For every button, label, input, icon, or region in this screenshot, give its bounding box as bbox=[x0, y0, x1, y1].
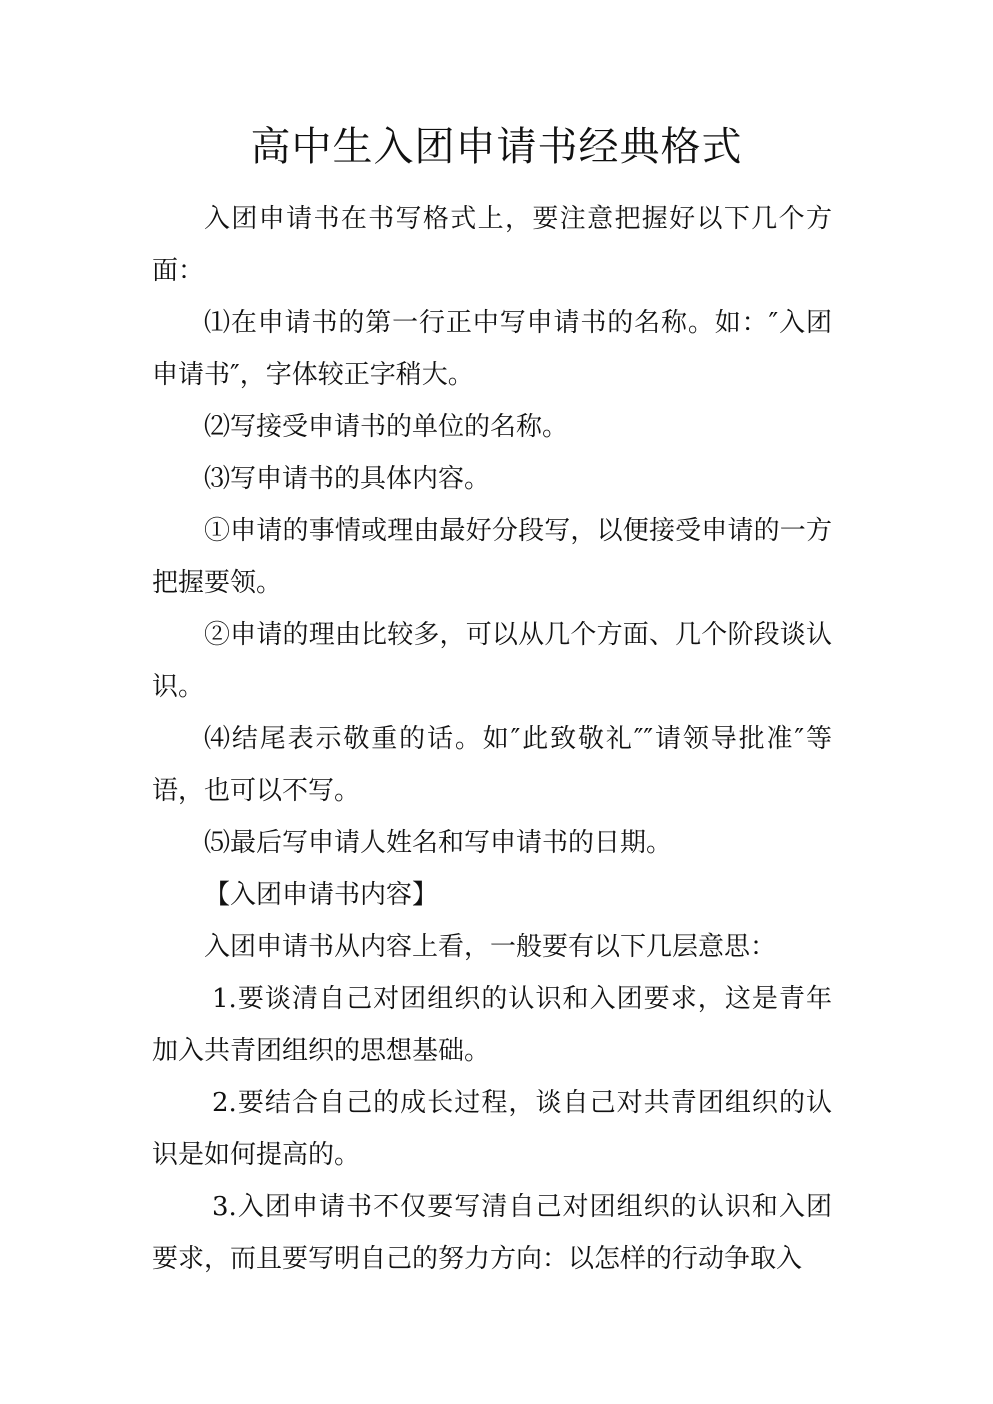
paragraph-format-2: ⑵写接受申请书的单位的名称。 bbox=[204, 412, 569, 442]
section-heading-content: 【入团申请书内容】 bbox=[204, 880, 439, 910]
paragraph-format-3: ⑶写申请书的具体内容。 bbox=[204, 464, 491, 494]
paragraph-format-1: ⑴在申请书的第一行正中写申请书的名称。如：″入团申请书″，字体较正字稍大。 bbox=[152, 308, 832, 390]
paragraph-format-4: ⑷结尾表示敬重的话。如″此致敬礼″″请领导批准″等语，也可以不写。 bbox=[152, 724, 832, 806]
paragraph-format-3-sub-1: ①申请的事情或理由最好分段写，以便接受申请的一方把握要领。 bbox=[152, 516, 832, 598]
paragraph-content-3: 3.入团申请书不仅要写清自己对团组织的认识和入团要求，而且要写明自己的努力方向：以怎样的行动争取入 bbox=[152, 1192, 832, 1274]
paragraph-content-intro: 入团申请书从内容上看，一般要有以下几层意思： bbox=[204, 932, 777, 962]
document-title: 高中生入团申请书经典格式 bbox=[250, 124, 743, 170]
paragraph-content-2: 2.要结合自己的成长过程，谈自己对共青团组织的认识是如何提高的。 bbox=[152, 1088, 832, 1170]
paragraph-intro: 入团申请书在书写格式上，要注意把握好以下几个方面： bbox=[152, 204, 832, 286]
document-body bbox=[152, 193, 832, 1285]
paragraph-format-3-sub-2: ②申请的理由比较多，可以从几个方面、几个阶段谈认识。 bbox=[152, 620, 832, 702]
paragraph-content-1: 1.要谈清自己对团组织的认识和入团要求，这是青年加入共青团组织的思想基础。 bbox=[152, 984, 832, 1066]
paragraph-format-5: ⑸最后写申请人姓名和写申请书的日期。 bbox=[204, 828, 673, 858]
